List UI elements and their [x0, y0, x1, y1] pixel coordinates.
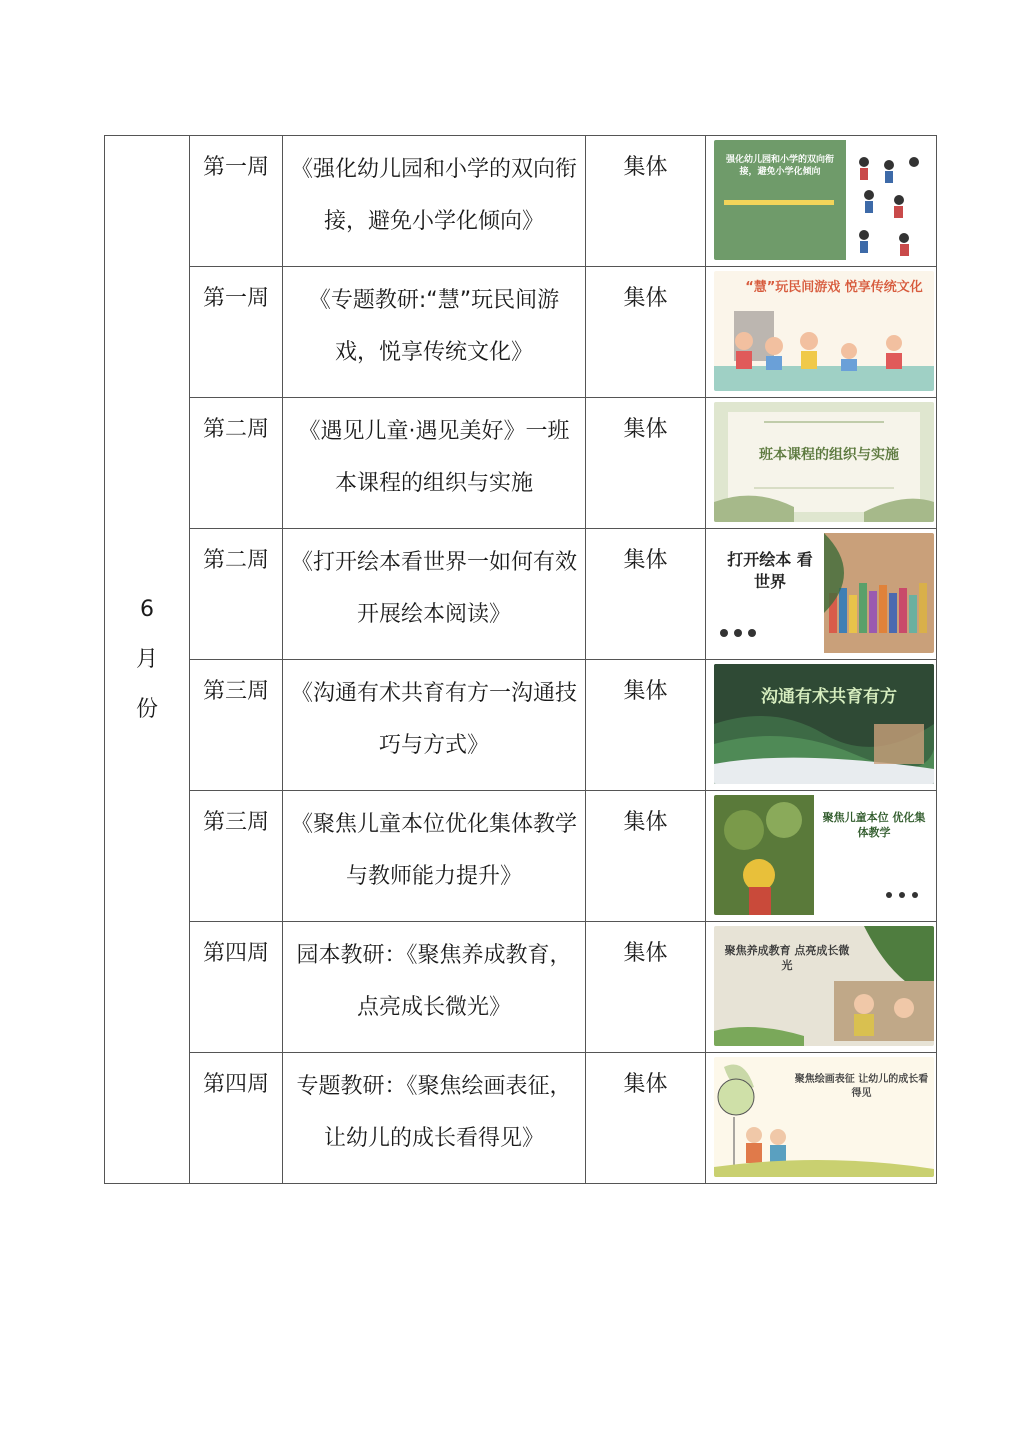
month-char: 月: [135, 646, 158, 672]
month-cell: [105, 136, 190, 1184]
month-char: 份: [135, 696, 158, 722]
cover-image: [714, 533, 934, 653]
cover-image: [714, 1057, 934, 1177]
week-cell: 第四周: [190, 1053, 283, 1184]
topic-cell: 《专题教研:“慧”玩民间游戏，悦享传统文化》: [283, 267, 586, 398]
topic-cell: 《强化幼儿园和小学的双向衔接，避免小学化倾向》: [283, 136, 586, 267]
topic-cell: 《遇见儿童·遇见美好》一班本课程的组织与实施: [283, 398, 586, 529]
table-row: [105, 267, 937, 398]
table-row: [105, 660, 937, 791]
week-cell: 第三周: [190, 660, 283, 791]
week-cell: 第一周: [190, 136, 283, 267]
cover-title: 班本课程的组织与实施: [759, 447, 899, 463]
type-cell: 集体: [586, 660, 706, 791]
cover-title: 强化幼儿园和小学的双向衔接，避免小学化倾向: [725, 155, 834, 178]
topic-cell: 《打开绘本看世界一如何有效开展绘本阅读》: [283, 529, 586, 660]
schedule-table: [104, 135, 937, 1184]
cover-image: [714, 271, 934, 391]
type-cell: 集体: [586, 267, 706, 398]
cover-image: [714, 926, 934, 1046]
cover-image: [714, 664, 934, 784]
type-cell: 集体: [586, 1053, 706, 1184]
topic-cell: 《沟通有术共育有方一沟通技巧与方式》: [283, 660, 586, 791]
cover-image: [714, 402, 934, 522]
cover-image: [714, 795, 934, 915]
table-row: [105, 529, 937, 660]
table-row: [105, 398, 937, 529]
cover-title: 聚焦儿童本位 优化集体教学: [822, 811, 926, 839]
topic-cell: 园本教研：《聚焦养成教育，点亮成长微光》: [283, 922, 586, 1053]
cover-title: 聚焦绘画表征 让幼儿的成长看得见: [794, 1074, 929, 1099]
type-cell: 集体: [586, 529, 706, 660]
week-cell: 第四周: [190, 922, 283, 1053]
table-row: [105, 791, 937, 922]
type-cell: 集体: [586, 791, 706, 922]
type-cell: 集体: [586, 136, 706, 267]
thumbnail-cell: [706, 922, 937, 1053]
cover-illustration: [714, 664, 934, 784]
week-cell: 第三周: [190, 791, 283, 922]
week-cell: 第二周: [190, 529, 283, 660]
type-cell: 集体: [586, 398, 706, 529]
thumbnail-cell: [706, 791, 937, 922]
table-row: [105, 922, 937, 1053]
cover-image: [714, 140, 934, 260]
thumbnail-cell: [706, 1053, 937, 1184]
cover-title: 打开绘本 看世界: [727, 550, 813, 591]
month-char: 6: [140, 596, 154, 622]
cover-title: 沟通有术共育有方: [761, 687, 897, 707]
cover-title: “慧”玩民间游戏 悦享传统文化: [745, 280, 923, 295]
type-cell: 集体: [586, 922, 706, 1053]
thumbnail-cell: [706, 136, 937, 267]
thumbnail-cell: [706, 529, 937, 660]
thumbnail-cell: [706, 398, 937, 529]
week-cell: 第一周: [190, 267, 283, 398]
schedule-body: [105, 136, 937, 1184]
cover-title: 聚焦养成教育 点亮成长微光: [724, 944, 850, 972]
thumbnail-cell: [706, 660, 937, 791]
week-cell: 第二周: [190, 398, 283, 529]
table-row: [105, 136, 937, 267]
topic-cell: 《聚焦儿童本位优化集体教学与教师能力提升》: [283, 791, 586, 922]
thumbnail-cell: [706, 267, 937, 398]
table-row: [105, 1053, 937, 1184]
topic-cell: 专题教研：《聚焦绘画表征，让幼儿的成长看得见》: [283, 1053, 586, 1184]
